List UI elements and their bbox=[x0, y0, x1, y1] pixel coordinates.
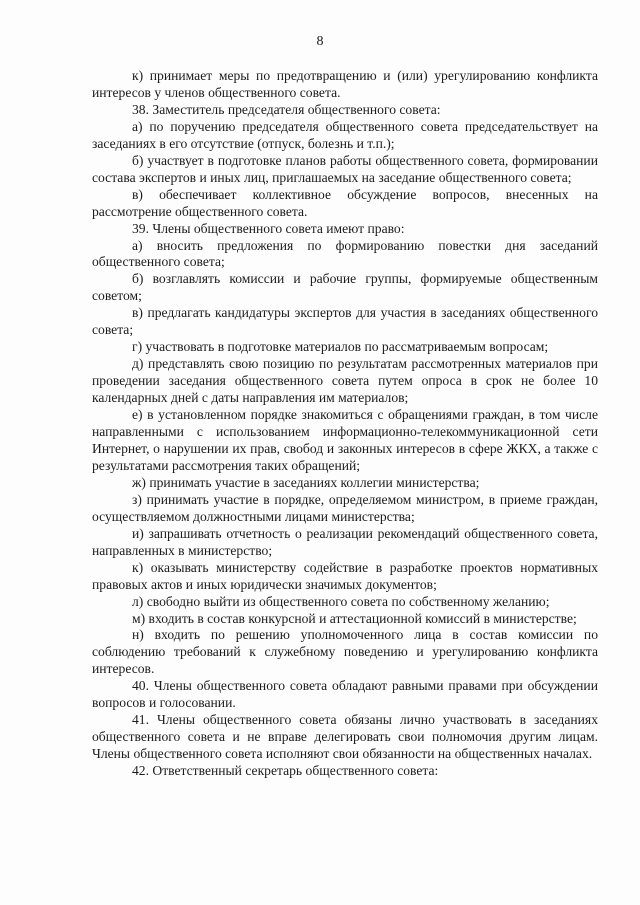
paragraph-39-i: и) запрашивать отчетность о реализации рекомендаций общественного совета, направленных в министерство; bbox=[92, 525, 598, 558]
paragraph-39-k: к) оказывать министерству содействие в разработке проектов нормативных правовых актов и иных юридически значимых документов; bbox=[92, 559, 598, 592]
document-body bbox=[92, 68, 598, 780]
paragraph-38-a: а) по поручению председателя общественного совета председательствует на заседаниях в его отсутствие (отпуск, болезнь и т.п.); bbox=[92, 118, 598, 151]
paragraph-42-heading: 42. Ответственный секретарь общественного совета: bbox=[132, 763, 439, 779]
paragraph-41: 41. Члены общественного совета обязаны лично участвовать в заседаниях общественного совета и не вправе делегировать свои полномочия другим лицам. Члены общественного совета исполняют свои обязанности на общественных началах. bbox=[92, 712, 598, 762]
paragraph-38-v: в) обеспечивает коллективное обсуждение вопросов, внесенных на рассмотрение общественного совета. bbox=[92, 186, 598, 219]
paragraph-39-b: б) возглавлять комиссии и рабочие группы, формируемые общественным советом; bbox=[92, 271, 598, 304]
paragraph-38-heading: 38. Заместитель председателя общественного совета: bbox=[132, 101, 441, 117]
paragraph-39-m: м) входить в состав конкурсной и аттестационной комиссий в министерстве; bbox=[132, 610, 577, 626]
paragraph-39-n: н) входить по решению уполномоченного лица в состав комиссии по соблюдению требований к служебному поведению и урегулированию конфликта интересов. bbox=[92, 627, 598, 677]
paragraph-39-zh: ж) принимать участие в заседаниях коллегии министерства; bbox=[132, 474, 480, 490]
page-number: 8 bbox=[316, 34, 324, 49]
paragraph-38-b: б) участвует в подготовке планов работы общественного совета, формировании состава экспертов и иных лиц, приглашаемых на заседание общественного совета; bbox=[92, 152, 598, 185]
paragraph-39-v: в) предлагать кандидатуры экспертов для участия в заседаниях общественного совета; bbox=[92, 305, 598, 338]
paragraph-39-heading: 39. Члены общественного совета имеют право: bbox=[132, 220, 405, 236]
paragraph-40: 40. Члены общественного совета обладают равными правами при обсуждении вопросов и голосовании. bbox=[92, 678, 598, 711]
paragraph-39-e: е) в установленном порядке знакомиться с обращениями граждан, в том числе направленными с использованием информационно-телекоммуникационной сети Интернет, о нарушении их прав, свобод и законных интересов в сфере ЖКХ, а также с результатами рассмотрения таких обращений; bbox=[92, 407, 598, 473]
paragraph-39-l: л) свободно выйти из общественного совета по собственному желанию; bbox=[132, 593, 550, 609]
paragraph-39-g: г) участвовать в подготовке материалов по рассматриваемым вопросам; bbox=[132, 339, 549, 355]
paragraph-item-k-conflict: к) принимает меры по предотвращению и (или) урегулированию конфликта интересов у членов общественного совета. bbox=[92, 68, 598, 100]
paragraph-39-d: д) представлять свою позицию по результатам рассмотренных материалов при проведении заседания общественного совета путем опроса в срок не более 10 календарных дней с даты направления им материалов; bbox=[92, 356, 598, 406]
paragraph-39-z: з) принимать участие в порядке, определяемом министром, в приеме граждан, осуществляемом должностными лицами министерства; bbox=[92, 491, 598, 524]
paragraph-39-a: а) вносить предложения по формированию повестки дня заседаний общественного совета; bbox=[92, 237, 598, 270]
